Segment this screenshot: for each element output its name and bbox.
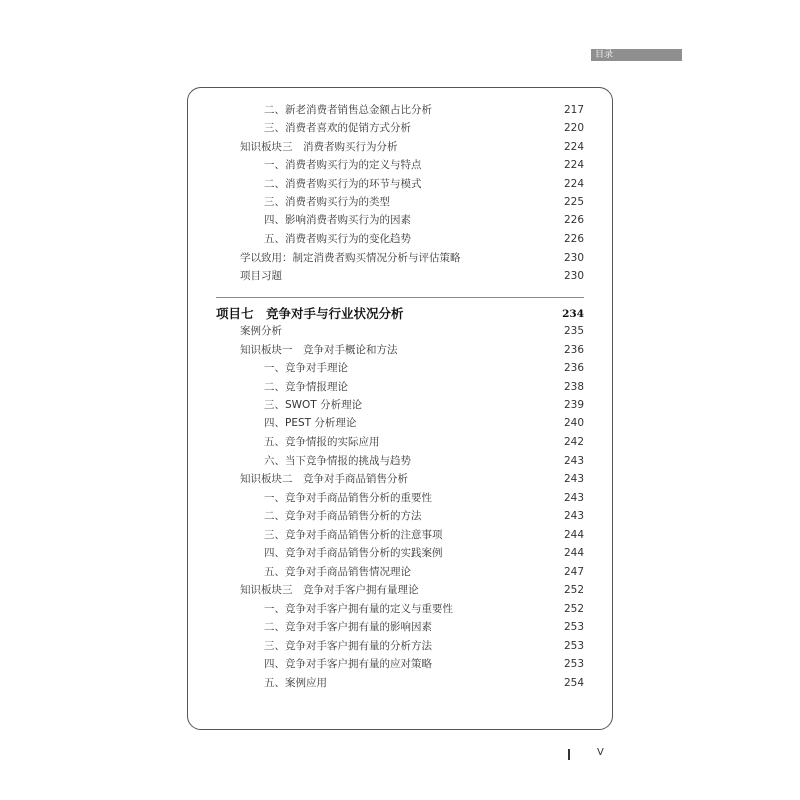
toc-entry-title: 二、竞争情报理论 [264, 381, 348, 393]
toc-entry-title: 知识板块三 竞争对手客户拥有量理论 [240, 584, 419, 596]
toc-subsection-entry[interactable] [264, 655, 584, 673]
toc-entry-page: 252 [563, 584, 584, 596]
toc-subsection-entry[interactable] [264, 489, 584, 507]
toc-entry-title: 五、消费者购买行为的变化趋势 [264, 233, 411, 245]
toc-subsection-entry[interactable] [264, 119, 584, 137]
toc-subsection-entry[interactable] [264, 507, 584, 525]
toc-entry-title: 一、竞争对手客户拥有量的定义与重要性 [264, 603, 453, 615]
toc-subsection-entry[interactable] [264, 674, 584, 692]
toc-subsection-entry[interactable] [264, 526, 584, 544]
toc-entry-title: 项目习题 [240, 270, 282, 282]
toc-entry-title: 二、消费者购买行为的环节与模式 [264, 178, 422, 190]
toc-subsection-entry[interactable] [264, 211, 584, 229]
toc-entry-title: 一、竞争对手商品销售分析的重要性 [264, 492, 432, 504]
footer-page-number: V [597, 747, 604, 758]
toc-entry-title: 四、影响消费者购买行为的因素 [264, 214, 411, 226]
toc-entry-page: 234 [562, 308, 584, 320]
toc-entry-page: 238 [563, 381, 584, 393]
toc-entry-page: 247 [563, 566, 584, 578]
toc-entry-title: 三、消费者购买行为的类型 [264, 196, 390, 208]
toc-entry-page: 224 [563, 159, 584, 171]
toc-entry-title: 二、竞争对手客户拥有量的影响因素 [264, 621, 432, 633]
toc-section-entry[interactable] [240, 138, 584, 156]
toc-subsection-entry[interactable] [264, 637, 584, 655]
header-label: 目录 [595, 50, 614, 60]
toc-entry-title: 知识板块一 竞争对手概论和方法 [240, 344, 398, 356]
toc-entry-title: 六、当下竞争情报的挑战与趋势 [264, 455, 411, 467]
toc-subsection-entry[interactable] [264, 414, 584, 432]
toc-chapter-entry[interactable] [216, 305, 584, 323]
toc-subsection-entry[interactable] [264, 452, 584, 470]
toc-entry-page: 243 [563, 510, 584, 522]
toc-subsection-entry[interactable] [264, 563, 584, 581]
toc-subsection-entry[interactable] [264, 359, 584, 377]
toc-section-entry[interactable] [240, 322, 584, 340]
toc-subsection-entry[interactable] [264, 396, 584, 414]
toc-entry-page: 253 [563, 621, 584, 633]
toc-entry-title: 五、竞争对手商品销售情况理论 [264, 566, 411, 578]
toc-entry-title: 知识板块三 消费者购买行为分析 [240, 141, 398, 153]
toc-entry-page: 235 [563, 325, 584, 337]
toc-entry-title: 三、SWOT 分析理论 [264, 399, 363, 411]
toc-subsection-entry[interactable] [264, 433, 584, 451]
toc-entry-page: 220 [563, 122, 584, 134]
toc-section-entry[interactable] [240, 249, 584, 267]
toc-entry-title: 学以致用：制定消费者购买情况分析与评估策略 [240, 252, 461, 264]
toc-entry-title: 四、竞争对手客户拥有量的应对策略 [264, 658, 432, 670]
toc-entry-title: 三、竞争对手商品销售分析的注意事项 [264, 529, 443, 541]
toc-entry-page: 243 [563, 455, 584, 467]
toc-subsection-entry[interactable] [264, 193, 584, 211]
toc-entry-title: 四、PEST 分析理论 [264, 417, 357, 429]
toc-entry-page: 225 [563, 196, 584, 208]
toc-entry-page: 253 [563, 640, 584, 652]
toc-subsection-entry[interactable] [264, 156, 584, 174]
toc-entry-page: 217 [563, 104, 584, 116]
toc-entry-page: 230 [563, 270, 584, 282]
section-divider [216, 297, 584, 298]
toc-subsection-entry[interactable] [264, 101, 584, 119]
toc-entry-page: 252 [563, 603, 584, 615]
toc-entry-page: 240 [563, 417, 584, 429]
toc-section-entry[interactable] [240, 267, 584, 285]
toc-entry-page: 230 [563, 252, 584, 264]
toc-entry-title: 一、竞争对手理论 [264, 362, 348, 374]
toc-entry-title: 知识板块二 竞争对手商品销售分析 [240, 473, 408, 485]
toc-subsection-entry[interactable] [264, 378, 584, 396]
toc-entry-page: 254 [563, 677, 584, 689]
toc-entry-title: 五、竞争情报的实际应用 [264, 436, 380, 448]
toc-entry-title: 项目七 竞争对手与行业状况分析 [216, 306, 404, 321]
toc-section-entry[interactable] [240, 470, 584, 488]
toc-subsection-entry[interactable] [264, 544, 584, 562]
toc-entry-title: 三、竞争对手客户拥有量的分析方法 [264, 640, 432, 652]
toc-entry-page: 226 [563, 233, 584, 245]
toc-entry-page: 253 [563, 658, 584, 670]
toc-entry-page: 242 [563, 436, 584, 448]
toc-entry-page: 224 [563, 178, 584, 190]
toc-subsection-entry[interactable] [264, 618, 584, 636]
toc-entry-title: 一、消费者购买行为的定义与特点 [264, 159, 422, 171]
toc-entry-page: 224 [563, 141, 584, 153]
toc-section-entry[interactable] [240, 341, 584, 359]
footer-rule [568, 749, 570, 760]
toc-entry-title: 二、新老消费者销售总金额占比分析 [264, 104, 432, 116]
toc-subsection-entry[interactable] [264, 600, 584, 618]
toc-section-entry[interactable] [240, 581, 584, 599]
toc-entry-page: 244 [563, 529, 584, 541]
toc-entry-title: 四、竞争对手商品销售分析的实践案例 [264, 547, 443, 559]
toc-entry-title: 三、消费者喜欢的促销方式分析 [264, 122, 411, 134]
toc-subsection-entry[interactable] [264, 175, 584, 193]
toc-entry-page: 243 [563, 492, 584, 504]
toc-entry-title: 五、案例应用 [264, 677, 327, 689]
toc-entry-page: 239 [563, 399, 584, 411]
toc-entry-page: 243 [563, 473, 584, 485]
toc-entry-page: 226 [563, 214, 584, 226]
toc-subsection-entry[interactable] [264, 230, 584, 248]
toc-entry-title: 二、竞争对手商品销售分析的方法 [264, 510, 422, 522]
toc-entry-page: 244 [563, 547, 584, 559]
toc-entry-page: 236 [563, 344, 584, 356]
toc-entry-page: 236 [563, 362, 584, 374]
toc-entry-title: 案例分析 [240, 325, 282, 337]
